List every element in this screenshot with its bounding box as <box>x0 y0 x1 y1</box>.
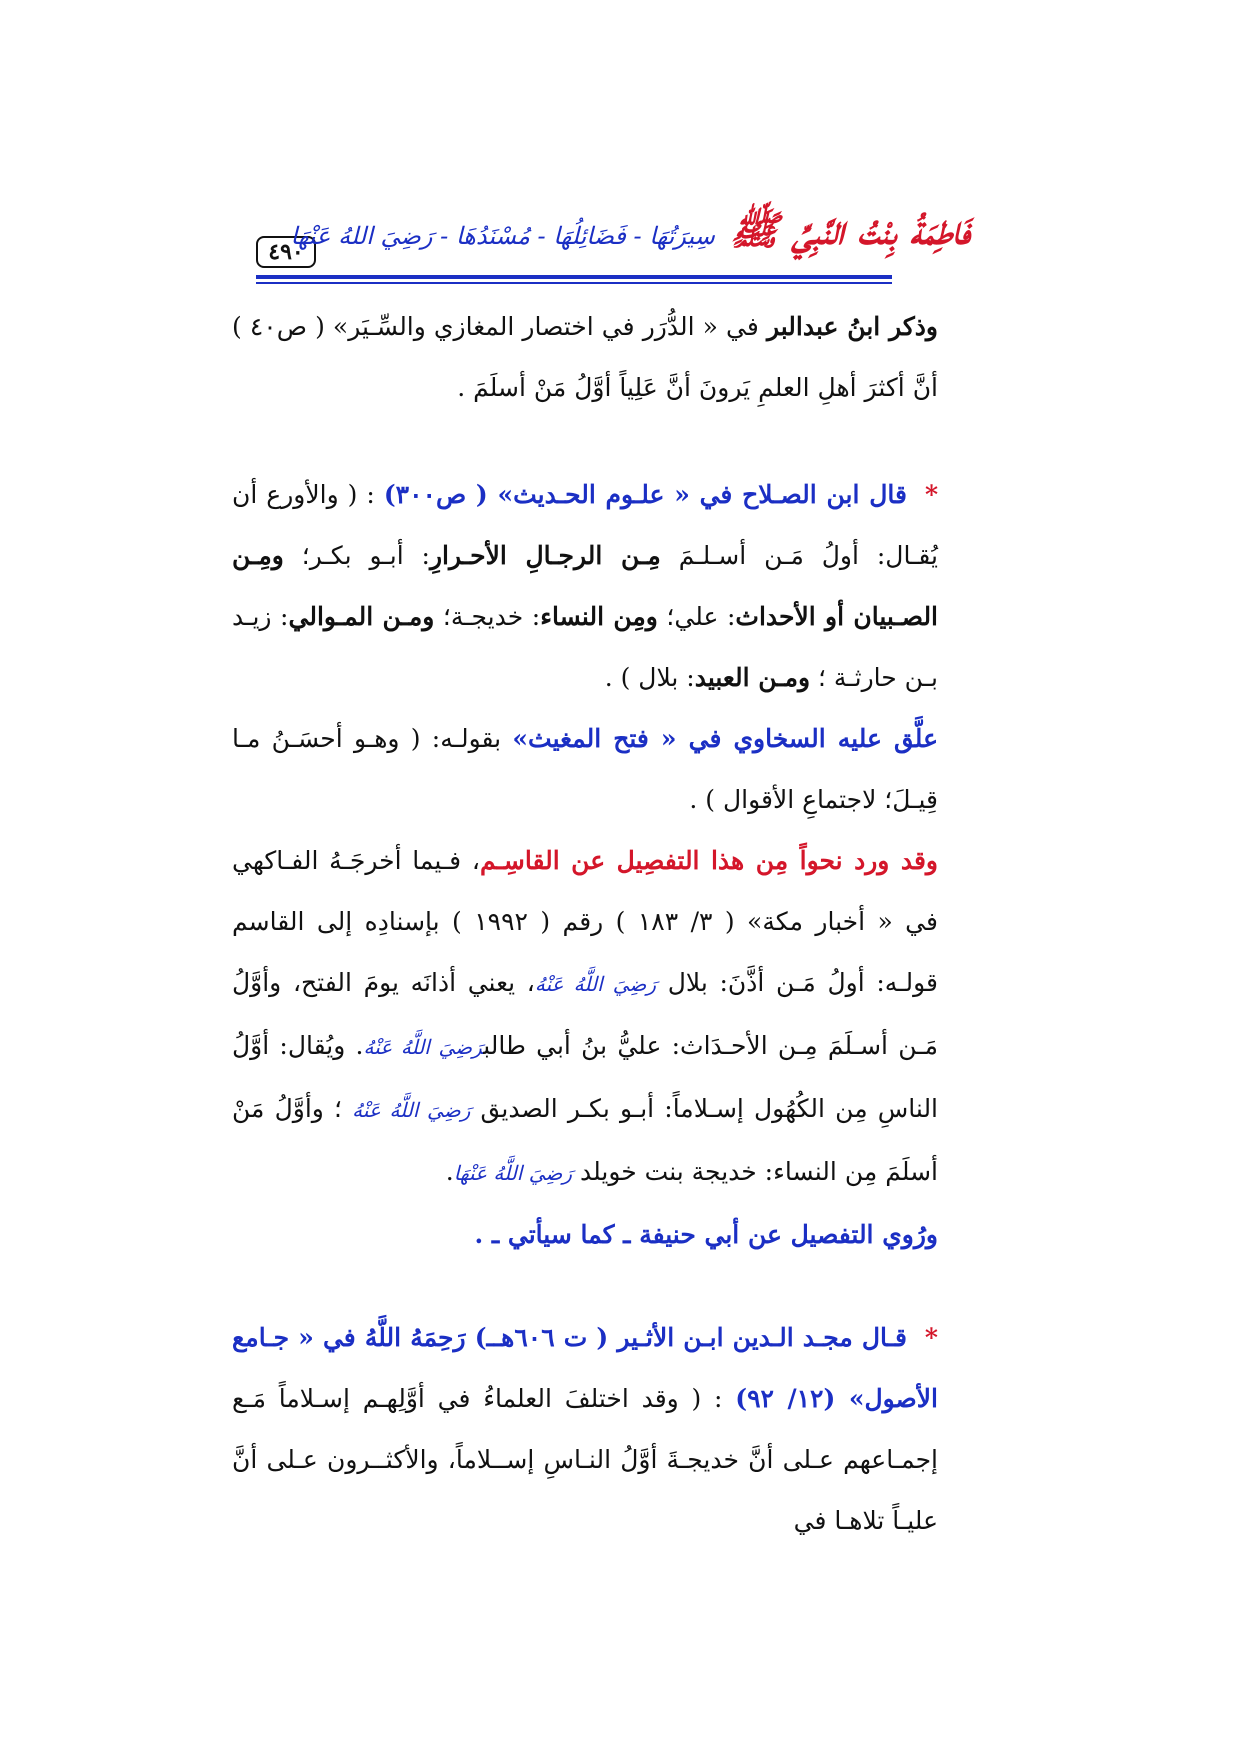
paragraph-4-text: ، فـيما أخرجَـهُ الفـاكهي في « أخبار مكة» ( ٣/ ١٨٣ ) رقم ( ١٩٩٢ ) بإسنادِه إلى القاسم قولـه: أولُ مَـن أذَّنَ: بلال <box>232 846 938 997</box>
paragraph-3-source: علَّق عليه السخاوي في « فتح المغيث» <box>512 724 938 753</box>
book-title-main: فَاطِمَةُ بِنْتُ النَّبِيِّ ﷺ <box>730 207 970 254</box>
spacer <box>232 1265 992 1307</box>
paragraph-6-text: : ( وقد اختلفَ العلماءُ في أوَّلِهـم إسـلاماً مَـع إجمـاعهم عـلى أنَّ خديجـةَ أوَّلُ النـاسِ إســلاماً، والأكثــرون عـلى أنَّ عليـاً تلاهـا في <box>232 1384 938 1535</box>
paragraph-4 <box>232 830 992 1204</box>
paragraph-3-text: بقولـه: ( وهـو أحسَـنُ مـا قِيـلَ؛ لاجتماعِ الأقوال ) . <box>232 724 938 814</box>
paragraph-5-text: ورُوي التفصيل عن أبي حنيفة ـ كما سيأتي ـ . <box>474 1220 938 1249</box>
paragraph-4-text: ، يعني أذانَه يومَ الفتح، وأوَّلُ مَـن أسـلَمَ مِـن الأحـدَاث: عليُّ بنُ أبي طالب <box>232 968 938 1060</box>
paragraph-4-highlight: وقد ورد نحواً مِن هذا التفصِيل عن القاسِـم <box>479 846 938 875</box>
page-body <box>232 296 992 1551</box>
paragraph-2-text: : زيـد بـن حارثـة ؛ <box>232 602 938 692</box>
paragraph-2-bold: ومِن النساء <box>540 602 658 631</box>
paragraph-4-text: . ويُقال: أوَّلُ الناسِ مِن الكُهُول إسـلاماً: أبـو بكـر الصديق <box>232 1031 939 1123</box>
header-rule-thin <box>256 282 892 284</box>
paragraph-6-source: قـال مجـد الـدين ابـن الأثـير ( ت ٦٠٦هــ) رَحِمَهُ اللَّهُ في « جـامع الأصول» (١٢/ ٩٢) <box>232 1323 938 1413</box>
paragraph-2-text: : بلال ) . <box>604 663 695 692</box>
paragraph-2-bold: ومِـن الصـبيان أو الأحداث <box>232 541 939 631</box>
page-number: ٤٩٠ <box>256 236 316 268</box>
paragraph-6 <box>232 1307 992 1551</box>
page-header <box>256 206 990 272</box>
paragraph-1-text: في « الدُّرَر في اختصار المغازي والسِّـيَر» ( ص٤٠ ) أنَّ أكثرَ أهلِ العلمِ يَرونَ أنَّ عَلِياً أوَّلُ مَنْ أسلَمَ . <box>232 312 938 402</box>
paragraph-2-text: : خديجـة؛ <box>434 602 541 631</box>
paragraph-4-text: ؛ وأوَّلُ مَنْ أسلَمَ مِن النساء: خديجة بنت خويلد <box>232 1094 938 1186</box>
honorific: رَضِيَ اللَّهُ عَنْهَا <box>453 1161 573 1185</box>
paragraph-2-text: : علي؛ <box>657 602 736 631</box>
honorific: رَضِيَ اللَّهُ عَنْهُ <box>534 972 657 996</box>
honorific: رَضِيَ اللَّهُ عَنْهُ <box>363 1035 484 1059</box>
paragraph-2-bold: مِـن الرجـالِ الأحـرارِ <box>429 541 661 570</box>
paragraph-2 <box>232 464 992 708</box>
paragraph-5 <box>232 1204 992 1265</box>
book-title-sub: سِيرَتُهَا - فَضَائِلُهَا - مُسْنَدُهَا - رَضِيَ اللهُ عَنْهَا <box>290 222 715 250</box>
paragraph-2-source: قال ابن الصـلاح في « علـوم الحـديث» ( ص٣٠٠) <box>383 480 907 509</box>
paragraph-1-name: وذكر ابنُ عبدالبر <box>766 312 939 341</box>
header-rule-thick <box>256 275 892 279</box>
honorific: رَضِيَ اللَّهُ عَنْهُ <box>352 1098 471 1122</box>
paragraph-4-text: . <box>445 1157 454 1186</box>
paragraph-2-bold: ومـن المـوالي <box>288 602 435 631</box>
bullet-star: * <box>924 480 939 509</box>
book-title <box>290 206 970 264</box>
paragraph-3 <box>232 708 992 830</box>
paragraph-2-text: : ( والأورع أن يُقـال: أولُ مَـن أسـلـمَ <box>232 480 938 570</box>
paragraph-1 <box>232 296 992 418</box>
paragraph-2-text: : أبـو بكـر؛ <box>283 541 430 570</box>
bullet-star: * <box>924 1323 938 1352</box>
paragraph-2-bold: ومـن العبيد <box>694 663 811 692</box>
spacer <box>232 418 992 464</box>
